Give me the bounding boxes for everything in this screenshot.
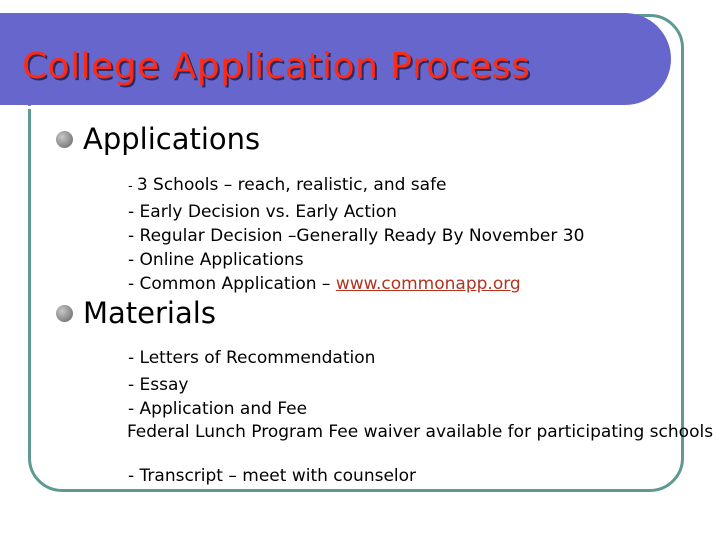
title-underline	[20, 106, 636, 109]
list-item: - Essay	[128, 375, 189, 395]
bullet-applications	[56, 122, 260, 156]
commonapp-link[interactable]: www.commonapp.org	[335, 274, 521, 294]
list-item: - Common Application – www.commonapp.org	[128, 274, 521, 294]
section-heading-materials: Materials	[83, 296, 216, 330]
list-item: - Regular Decision –Generally Ready By November 30	[128, 226, 585, 246]
list-item: - Letters of Recommendation	[128, 348, 376, 368]
slide-title: College Application Process	[22, 46, 531, 87]
fee-waiver-note: Federal Lunch Program Fee waiver available for participating schools	[126, 422, 714, 442]
list-item: - Application and Fee	[128, 399, 308, 419]
bullet-icon	[56, 305, 73, 322]
list-item: - 3 Schools – reach, realistic, and safe	[128, 175, 447, 195]
list-item: - Transcript – meet with counselor	[128, 466, 417, 486]
bullet-materials	[56, 296, 216, 330]
section-heading-applications: Applications	[83, 122, 261, 156]
list-item: - Early Decision vs. Early Action	[128, 202, 397, 222]
bullet-icon	[56, 131, 73, 148]
list-item: - Online Applications	[128, 250, 304, 270]
title-bar	[0, 13, 671, 105]
